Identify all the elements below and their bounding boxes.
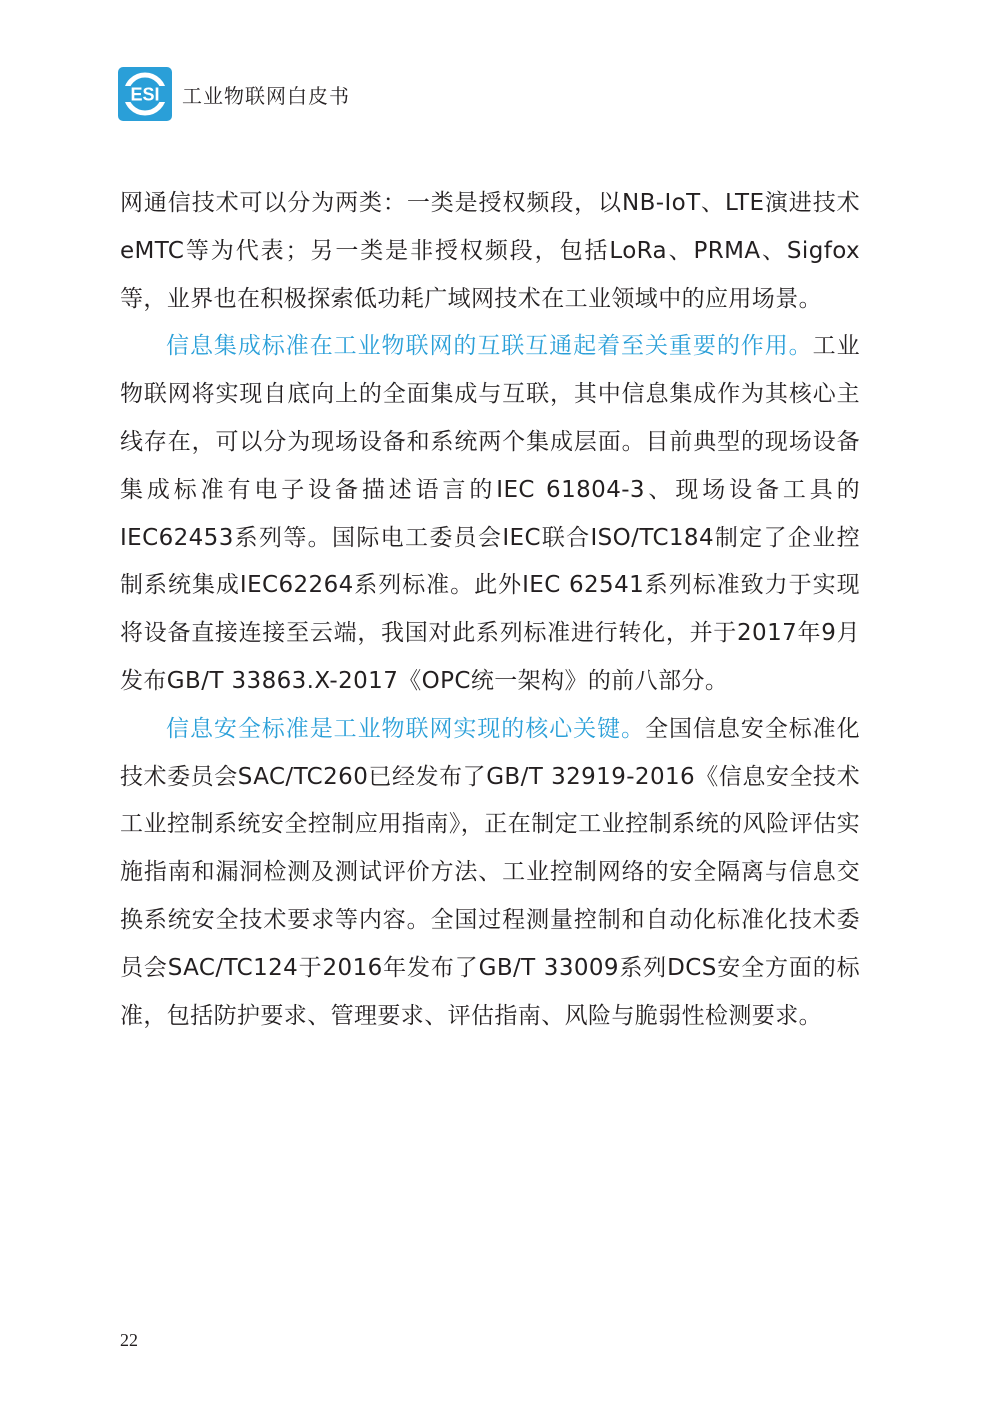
paragraph-1-text: 网通信技术可以分为两类：一类是授权频段，以NB-IoT、LTE演进技术eMTC等为代表；另一类是非授权频段，包括LoRa、PRMA、Sigfox等，业界也在积极探索低功耗广域网技术在工业领域中的应用场景。: [120, 190, 860, 312]
body-text: [120, 180, 860, 1040]
esi-logo: [118, 67, 172, 121]
header-title: 工业物联网白皮书: [182, 83, 350, 108]
paragraph-2-text: 工业物联网将实现自底向上的全面集成与互联，其中信息集成作为其核心主线存在，可以分为现场设备和系统两个集成层面。目前典型的现场设备集成标准有电子设备描述语言的IEC 61804-3、现场设备工具的IEC62453系列等。国际电工委员会IEC联合ISO/TC184制定了企业控制系统集成IEC62264系列标准。此外IEC 62541系列标准致力于实现将设备直接连接至云端，我国对此系列标准进行转化，并于2017年9月发布GB/T 33863.X-2017《OPC统一架构》的前八部分。: [120, 333, 860, 694]
paragraph-2: [120, 323, 860, 705]
paragraph-2-highlight: 信息集成标准在工业物联网的互联互通起着至关重要的作用。: [166, 333, 813, 360]
paragraph-1: [120, 180, 860, 323]
page-number: 22: [120, 1330, 138, 1350]
logo-text: ESI: [130, 84, 160, 105]
page-header: [118, 66, 350, 122]
paragraph-3: [120, 706, 860, 1041]
paragraph-3-highlight: 信息安全标准是工业物联网实现的核心关键。: [166, 715, 645, 742]
paragraph-3-text: 全国信息安全标准化技术委员会SAC/TC260已经发布了GB/T 32919-2016《信息安全技术 工业控制系统安全控制应用指南》，正在制定工业控制系统的风险评估实施指南和漏洞检测及测试评价方法、工业控制网络的安全隔离与信息交换系统安全技术要求等内容。全国过程测量控制和自动化标准化技术委员会SAC/TC124于2016年发布了GB/T 33009系列DCS安全方面的标准，包括防护要求、管理要求、评估指南、风险与脆弱性检测要求。: [120, 715, 860, 1029]
